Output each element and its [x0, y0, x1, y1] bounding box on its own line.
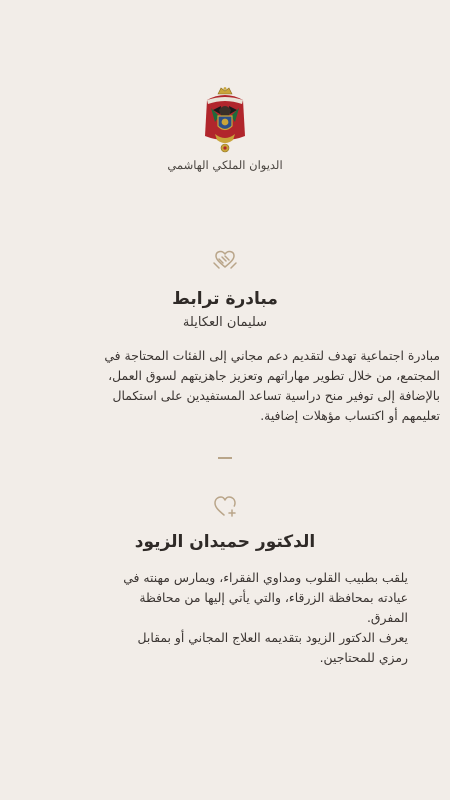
paragraph-line: يلقب بطبيب القلوب ومداوي الفقراء، ويمارس مهنته في	[123, 570, 408, 585]
paragraph-line: يعرف الدكتور الزيود بتقديمه العلاج المجاني أو بمقابل	[137, 630, 408, 645]
section-1-subtitle: سليمان العكايلة	[182, 315, 268, 330]
section-1-title: مبادرة ترابط	[172, 289, 278, 309]
paragraph-line: بالإضافة إلى توفير منح دراسية تساعد المستفيدين على استكمال	[112, 388, 440, 403]
paragraph-line: المجتمع، من خلال تطوير مهاراتهم وتعزيز جاهزيتهم لسوق العمل،	[108, 368, 440, 383]
paragraph-line: رمزي للمحتاجين.	[319, 650, 408, 665]
paragraph-line: تعليمهم أو اكتساب مؤهلات إضافية.	[260, 408, 440, 423]
handshake-heart-icon	[210, 245, 240, 275]
paragraph-line: مبادرة اجتماعية تهدف لتقديم دعم مجاني إلى الفئات المحتاجة في	[104, 348, 440, 363]
institution-name: الديوان الملكي الهاشمي	[167, 158, 283, 172]
section-2-paragraph	[100, 568, 408, 668]
section-2-title: الدكتور حميدان الزيود	[134, 532, 316, 552]
section-divider	[218, 457, 232, 459]
royal-emblem-icon	[201, 86, 249, 158]
paragraph-line: عيادته بمحافظة الزرقاء، والتي يأتي إليها من محافظة المفرق.	[139, 590, 408, 625]
heart-plus-icon	[210, 491, 240, 521]
section-1-paragraph	[12, 346, 440, 426]
